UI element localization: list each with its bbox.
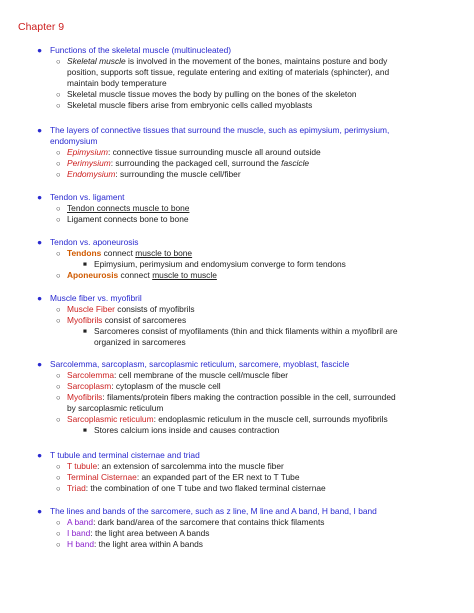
circle-bullet-icon: ○ — [56, 371, 61, 380]
circle-bullet-icon: ○ — [56, 382, 61, 391]
section-connective-tissue-layers — [37, 125, 457, 180]
list-item: ● Sarcolemma, sarcoplasm, sarcoplasmic reticulum, sarcomere, myoblast, fascicle — [37, 359, 350, 369]
list-item: ● The layers of connective tissues that surround the muscle, such as epimysium, perimysium, — [37, 125, 390, 135]
circle-bullet-icon: ○ — [56, 215, 61, 224]
list-item: ● Muscle fiber vs. myofibril — [37, 293, 142, 303]
section-skeletal-muscle-functions — [37, 45, 457, 111]
list-item: ● Tendon vs. ligament — [37, 192, 125, 202]
circle-bullet-icon: ○ — [56, 473, 61, 482]
section-muscle-fiber-vs-myofibril — [37, 293, 457, 348]
section-sarcolemma-terms — [37, 359, 457, 436]
list-item-continuation: endomysium — [50, 136, 98, 146]
circle-bullet-icon: ○ — [56, 170, 61, 179]
list-item: ○ Sarcoplasm: cytoplasm of the muscle cell — [56, 381, 221, 391]
list-item: ○ Skeletal muscle is involved in the movement of the bones, maintains posture and body — [56, 56, 388, 66]
circle-bullet-icon: ○ — [56, 159, 61, 168]
bullet-icon: ● — [37, 125, 43, 135]
circle-bullet-icon: ○ — [56, 518, 61, 527]
list-item: ○ Ligament connects bone to bone — [56, 214, 189, 224]
circle-bullet-icon: ○ — [56, 90, 61, 99]
list-item: ○ Sarcoplasmic reticulum: endoplasmic reticulum in the muscle cell, surrounds myofibrils — [56, 414, 388, 424]
list-item: ○ Epimysium: connective tissue surrounding muscle all around outside — [56, 147, 321, 157]
list-item: ○ Skeletal muscle fibers arise from embryonic cells called myoblasts — [56, 100, 313, 110]
list-item: ■ Sarcomeres consist of myofilaments (thin and thick filaments within a myofibril are — [83, 326, 398, 336]
list-item: ○ T tubule: an extension of sarcolemma into the muscle fiber — [56, 461, 284, 471]
list-item: ○ A band: dark band/area of the sarcomere that contains thick filaments — [56, 517, 325, 527]
bullet-icon: ● — [37, 293, 43, 303]
list-item: ○ Skeletal muscle tissue moves the body by pulling on the bones of the skeleton — [56, 89, 357, 99]
circle-bullet-icon: ○ — [56, 271, 61, 280]
list-item-continuation: by sarcoplasmic reticulum — [67, 403, 164, 413]
section-tendon-vs-aponeurosis — [37, 237, 457, 281]
list-item: ○ H band: the light area within A bands — [56, 539, 203, 549]
list-item: ○ Endomysium: surrounding the muscle cell/fiber — [56, 169, 241, 179]
square-bullet-icon: ■ — [83, 328, 87, 335]
list-item: ○ Terminal Cisternae: an expanded part of the ER next to T Tube — [56, 472, 300, 482]
list-item-continuation: position, supports soft tissue, regulate entering and exiting of materials (sphincter), and — [67, 67, 390, 77]
chapter-title: Chapter 9 — [18, 21, 65, 33]
circle-bullet-icon: ○ — [56, 57, 61, 66]
list-item: ● The lines and bands of the sarcomere, such as z line, M line and A band, H band, I band — [37, 506, 377, 516]
list-item: ○ Tendon connects muscle to bone — [56, 203, 190, 213]
circle-bullet-icon: ○ — [56, 249, 61, 258]
circle-bullet-icon: ○ — [56, 148, 61, 157]
list-item: ■ Epimysium, perimysium and endomysium converge to form tendons — [83, 259, 346, 269]
square-bullet-icon: ■ — [83, 261, 87, 268]
circle-bullet-icon: ○ — [56, 462, 61, 471]
bullet-icon: ● — [37, 237, 43, 247]
list-item: ○ I band: the light area between A bands — [56, 528, 210, 538]
section-t-tubule — [37, 450, 457, 494]
circle-bullet-icon: ○ — [56, 415, 61, 424]
bullet-icon: ● — [37, 192, 43, 202]
list-item: ○ Triad: the combination of one T tube and two flaked terminal cisternae — [56, 483, 326, 493]
bullet-icon: ● — [37, 506, 43, 516]
list-item: ○ Sarcolemma: cell membrane of the muscle cell/muscle fiber — [56, 370, 289, 380]
list-item: ○ Myofibrils: filaments/protein fibers making the contraction possible in the cell, surrounded — [56, 392, 396, 402]
section-sarcomere-bands — [37, 506, 457, 550]
bullet-icon: ● — [37, 359, 43, 369]
list-item: ○ Muscle Fiber consists of myofibrils — [56, 304, 195, 314]
circle-bullet-icon: ○ — [56, 305, 61, 314]
square-bullet-icon: ■ — [83, 427, 87, 434]
bullet-icon: ● — [37, 450, 43, 460]
circle-bullet-icon: ○ — [56, 484, 61, 493]
list-item: ● Functions of the skeletal muscle (multinucleated) — [37, 45, 232, 55]
list-item: ○ Aponeurosis connect muscle to muscle — [56, 270, 217, 280]
circle-bullet-icon: ○ — [56, 393, 61, 402]
circle-bullet-icon: ○ — [56, 316, 61, 325]
list-item: ○ Myofibrils consist of sarcomeres — [56, 315, 187, 325]
list-item: ● Tendon vs. aponeurosis — [37, 237, 139, 247]
bullet-icon: ● — [37, 45, 43, 55]
section-tendon-vs-ligament — [37, 192, 457, 225]
list-item: ○ Tendons connect muscle to bone — [56, 248, 193, 258]
circle-bullet-icon: ○ — [56, 529, 61, 538]
circle-bullet-icon: ○ — [56, 101, 61, 110]
list-item: ○ Perimysium: surrounding the packaged cell, surround the fascicle — [56, 158, 310, 168]
list-item-continuation: organized in sarcomeres — [94, 337, 186, 347]
list-item-continuation: maintain body temperature — [67, 78, 167, 88]
list-item: ■ Stores calcium ions inside and causes contraction — [83, 425, 280, 435]
list-item: ● T tubule and terminal cisternae and triad — [37, 450, 200, 460]
circle-bullet-icon: ○ — [56, 204, 61, 213]
circle-bullet-icon: ○ — [56, 540, 61, 549]
